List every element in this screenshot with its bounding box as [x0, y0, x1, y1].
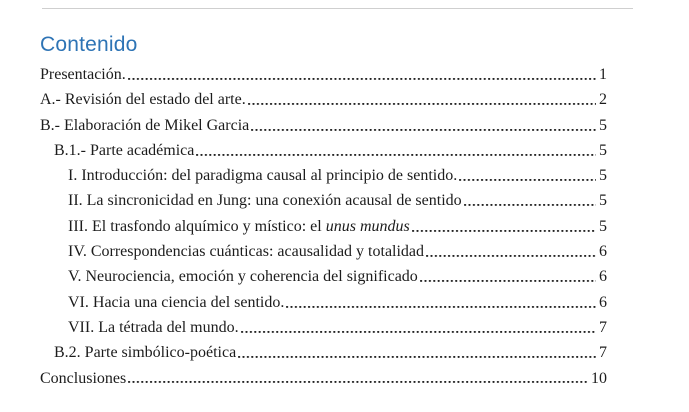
toc-entry[interactable]: [40, 340, 607, 365]
page-number: 5: [599, 192, 607, 210]
dot-leader: [238, 340, 596, 365]
toc-entry[interactable]: [40, 163, 607, 188]
toc-list: [40, 62, 607, 391]
toc-entry-text: V. Neurociencia, emoción y coherencia del significado: [68, 268, 418, 286]
dot-leader: [251, 113, 596, 138]
page-number: 7: [599, 344, 607, 362]
toc-heading: Contenido: [40, 33, 138, 56]
page-number: 6: [599, 243, 607, 261]
toc-entry[interactable]: [40, 290, 607, 315]
page-number: 1: [599, 66, 607, 83]
page-number: 10: [591, 369, 607, 387]
top-divider: [42, 8, 633, 9]
dot-leader: [196, 138, 596, 163]
page-number: 5: [599, 141, 607, 159]
toc-entry[interactable]: [40, 188, 607, 213]
dot-leader: [128, 62, 596, 87]
toc-entry-text: Presentación.: [40, 66, 126, 83]
dot-leader: [286, 290, 596, 315]
dot-leader: [412, 214, 596, 239]
page-number: 5: [599, 116, 607, 134]
dot-leader: [420, 264, 596, 289]
dot-leader: [464, 188, 596, 213]
toc-entry[interactable]: [40, 138, 607, 163]
toc-entry[interactable]: [40, 113, 607, 138]
toc-entry-text: A.- Revisión del estado del arte.: [40, 91, 246, 109]
page-number: 2: [599, 91, 607, 109]
page-number: 7: [599, 318, 607, 336]
toc-entry-text: B.- Elaboración de Mikel Garcia: [40, 116, 250, 134]
toc-entry[interactable]: [40, 239, 607, 264]
page-number: 6: [599, 293, 607, 311]
page-number: 5: [599, 167, 607, 185]
toc-entry[interactable]: [40, 62, 607, 87]
toc-entry[interactable]: [40, 214, 607, 239]
dot-leader: [241, 315, 596, 340]
toc-entry-text-italic: unus mundus: [325, 217, 410, 235]
page-number: 5: [599, 217, 607, 235]
toc-entry-text: I. Introducción: del paradigma causal al principio de sentido.: [68, 167, 458, 185]
dot-leader: [426, 239, 596, 264]
toc-entry[interactable]: [40, 366, 607, 391]
toc-entry[interactable]: [40, 87, 607, 112]
dot-leader: [459, 163, 596, 188]
toc-entry-text: B.1.- Parte académica: [54, 141, 195, 159]
toc-entry-text: B.2. Parte simbólico-poética: [54, 344, 237, 362]
page-number: 6: [599, 268, 607, 286]
toc-entry[interactable]: [40, 264, 607, 289]
toc-entry-text: II. La sincronicidad en Jung: una conexión acausal de sentido: [68, 192, 462, 210]
dot-leader: [128, 366, 588, 391]
toc-entry-text-regular: III. El trasfondo alquímico y místico: el: [68, 217, 326, 235]
dot-leader: [248, 87, 596, 112]
toc-entry-text: VII. La tétrada del mundo.: [68, 318, 239, 336]
toc-entry-text: IV. Correspondencias cuánticas: acausalidad y totalidad: [68, 243, 425, 261]
toc-entry-text: Conclusiones: [40, 369, 127, 387]
toc-entry-text: VI. Hacia una ciencia del sentido.: [68, 293, 285, 311]
toc-entry-text: [68, 214, 410, 239]
toc-entry[interactable]: [40, 315, 607, 340]
